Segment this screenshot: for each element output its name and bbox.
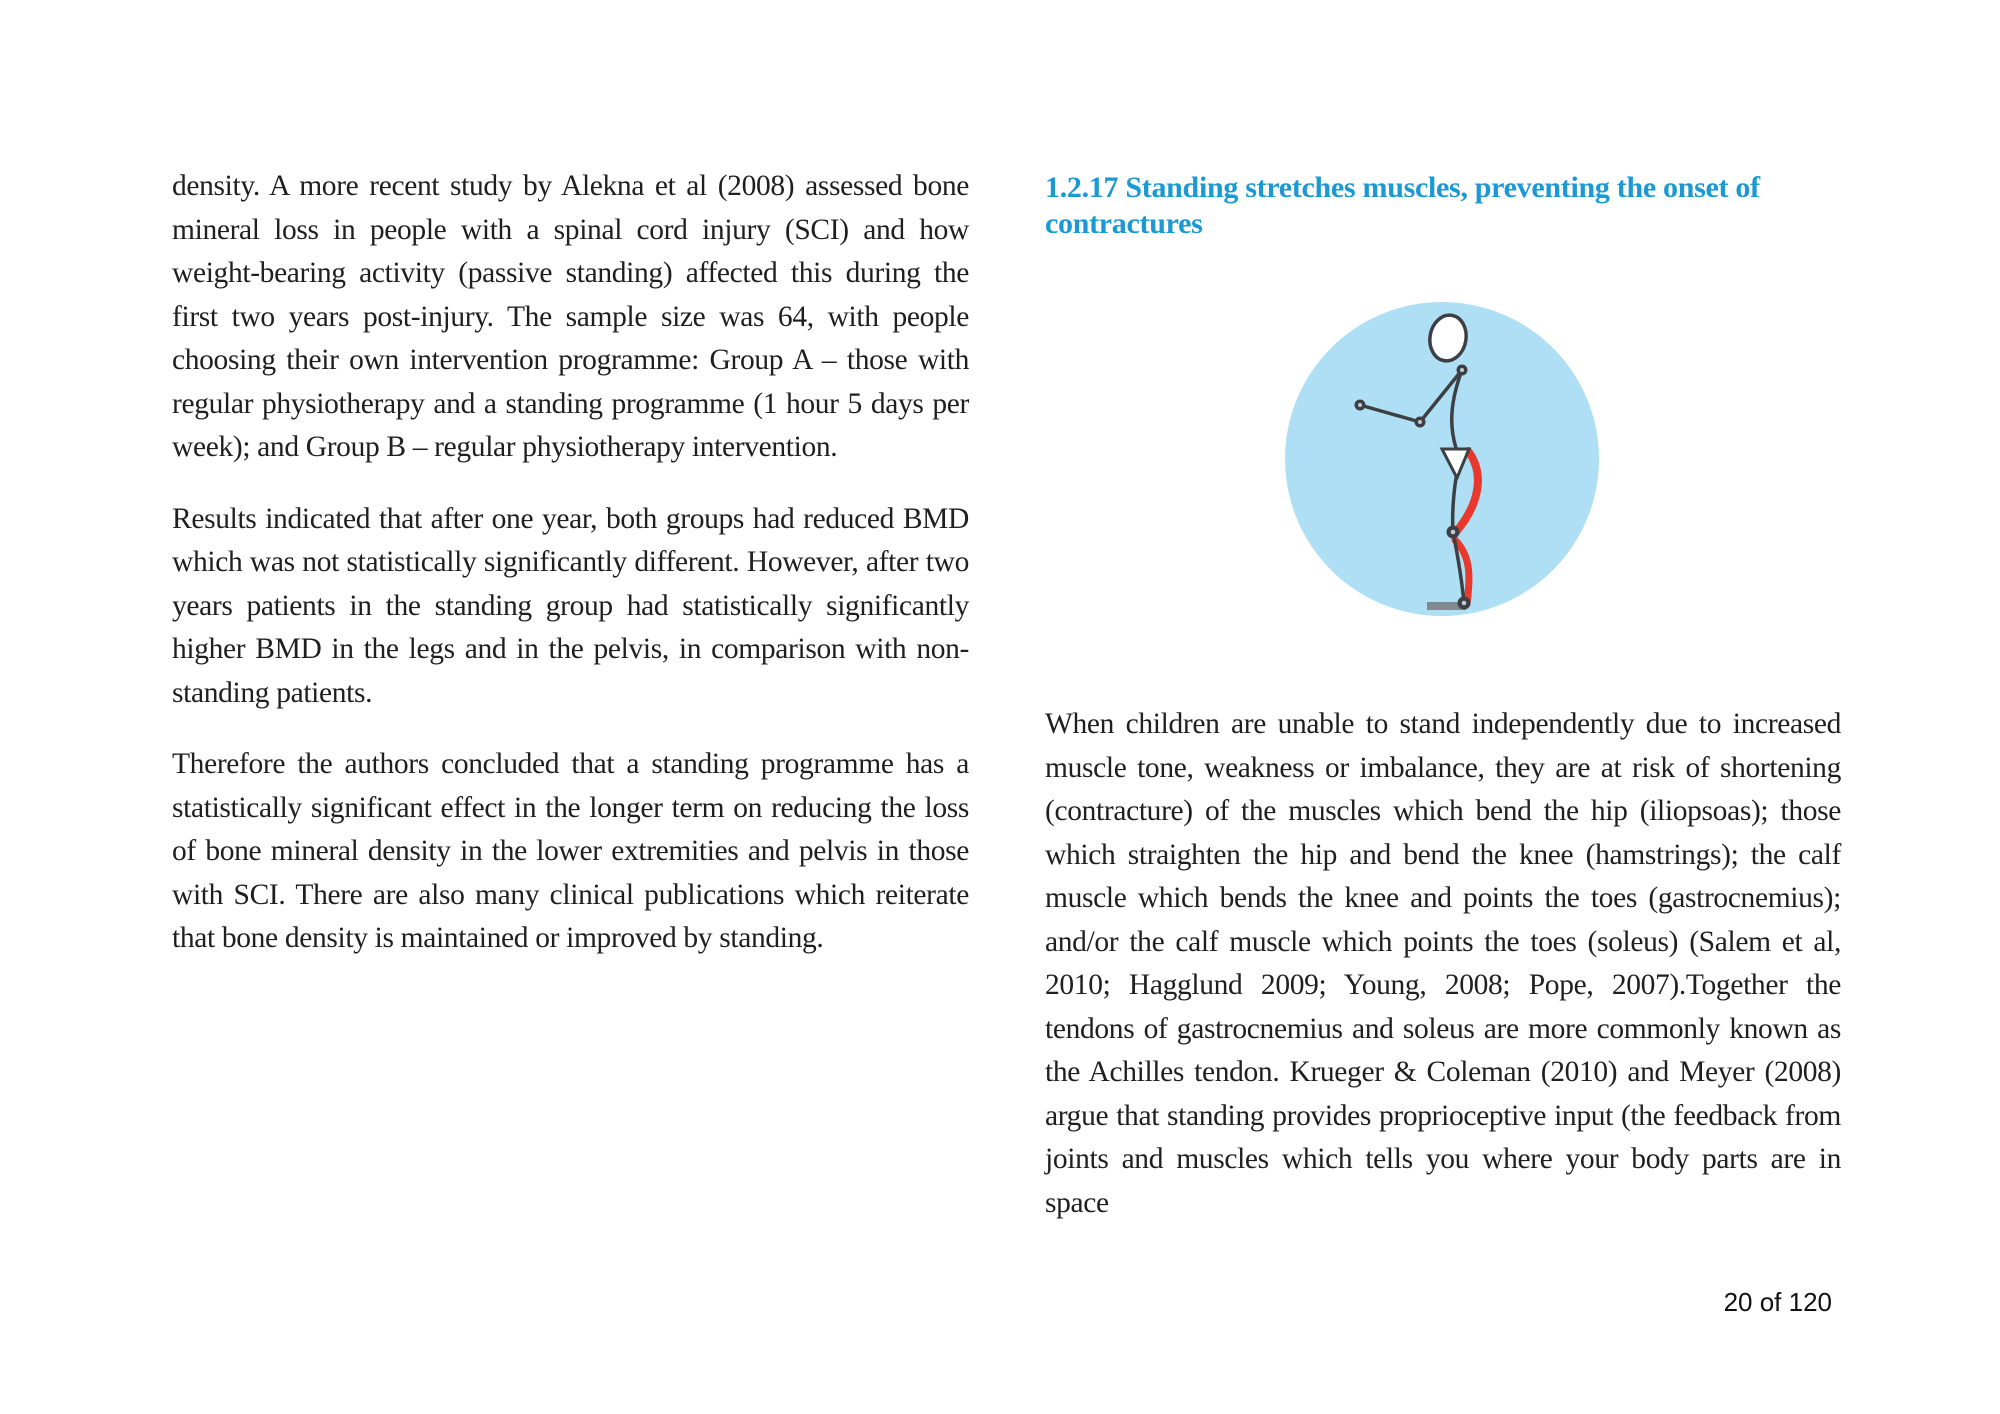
body-paragraph: When children are unable to stand independently due to increased muscle tone, weakness or imbalance, they are at risk of shortening (contracture) of the muscles which bend the hip (iliopsoas); those which straighten the hip and bend the knee (hamstrings); the calf muscle which bends the knee and points the toes (gastrocnemius); and/or the calf muscle which points the toes (soleus) (Salem et al, 2010; Hagglund 2009; Young, 2008; Pope, 2007).Together the tendons of gastrocnemius and soleus are more commonly known as the Achilles tendon. Krueger & Coleman (2010) and Meyer (2008) argue that standing provides proprioceptive input (the feedback from joints and muscles which tells you where your body parts are in space xyxy=(1045,708,1841,1219)
body-paragraph: Results indicated that after one year, both groups had reduced BMD which was not statistically significantly different. However, after two years patients in the standing group had statistically significantly higher BMD in the legs and in the pelvis, in comparison with non-standing patients. xyxy=(172,502,969,709)
section-heading: 1.2.17 Standing stretches muscles, preventing the onset of contractures xyxy=(1045,171,1760,240)
standing-stick-figure-svg xyxy=(1285,302,1599,616)
page-number: 20 of 120 xyxy=(1723,1287,1832,1317)
body-paragraph: Therefore the authors concluded that a standing programme has a statistically significant effect in the longer term on reducing the loss of bone mineral density in the lower extremities and pelvis in those with SCI. There are also many clinical publications which reiterate that bone density is maintained or improved by standing. xyxy=(172,748,969,954)
body-paragraph: density. A more recent study by Alekna et al (2008) assessed bone mineral loss in people with a spinal cord injury (SCI) and how weight-bearing activity (passive standing) affected this during the first two years post-injury. The sample size was 64, with people choosing their own intervention programme: Group A – those with regular physiotherapy and a standing programme (1 hour 5 days per week); and Group B – regular physiotherapy intervention. xyxy=(172,170,969,463)
left-column xyxy=(172,165,969,989)
standing-stick-figure-illustration xyxy=(1285,302,1599,616)
